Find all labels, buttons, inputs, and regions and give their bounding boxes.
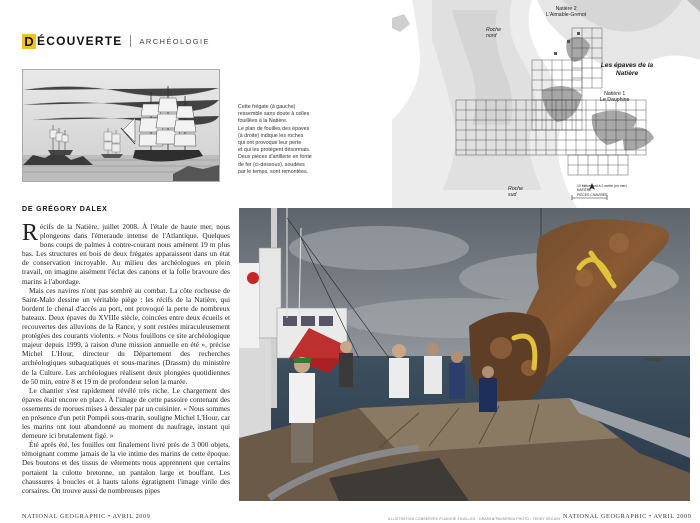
caption-line: ressemble sans doute à celles	[238, 111, 310, 118]
caption-line: fouillées à la Natière.	[238, 118, 288, 125]
section-title: ÉCOUVERTE	[37, 34, 123, 48]
rock-south-label: Roche sud	[508, 186, 523, 198]
caption-line: par le temps, sont remontées.	[238, 168, 309, 175]
wreck-1-label: Natière 1 Le Dauphine	[600, 91, 630, 103]
caption-line: qui ont provoqué leur perte	[238, 140, 302, 147]
caption-line: de fer (ci-dessous), soudées	[238, 161, 305, 168]
caption-line: Deux pièces d'artillerie en fonte	[238, 154, 312, 161]
section-subtitle: ARCHÉOLOGIE	[139, 36, 210, 46]
wreck-2-label: Natière 2 L'Aimable-Grenot	[546, 6, 587, 18]
caption-line: (à droite) indique les roches	[238, 132, 304, 139]
section-initial: D	[22, 34, 36, 49]
article-paragraph: Le chantier s'est rapidement révélé très riche. Le chargement des épaves était encore en place. À l'image de cette passoire contenant des ossements de morues mises à dessaler par un cuisinier. « Nous sommes en présence d'un petit Pompéi sous-marin, souligne Michel L'Hour, car les marins ont tout abandonné au moment du naufrage, instant qui demeure ici brutalement figé. »	[22, 385, 230, 441]
footer-right: NATIONAL GEOGRAPHIC • AVRIL 2009	[563, 513, 692, 520]
section-header	[22, 33, 210, 49]
article-paragraph: Mais ces navires n'ont pas sombré au combat. La côte rocheuse de Saint-Malo dessine un véritable piège : les récifs de la Natière, qui bordent le chenal d'accès au port, ont provoqué la perte de nombreux bateaux. Deux épaves du XVIIIe siècle, coincées entre deux écueils et recouvertes des alluvions de la Rance, y sont restées miraculeusement protégées des courants violents. « Nous fouillons ce site archéologique majeur depuis 1999, à raison d'une mission annuelle en été », précise Michel L'Hour, directeur du Département des recherches archéologiques subaquatiques et sous-marines (Drassm) du ministère de la Culture. Les archéologues réalisent deux plongées quotidiennes de 50 min, entre 8 et 19 m de profondeur selon la marée.	[22, 285, 230, 386]
article-paragraph: Récifs de la Natière, juillet 2008. À l'étale de haute mer, nous plongeons dans l'émeraude intense de l'Atlantique. Quelques bons coups de palmes à contre-courant nous amènent 19 m plus bas. Les structures en bois de deux frégates apparaissent dans un état de conservation incroyable. Au milieu des archéologues en plein travail, on imagine aisément l'éclat des canons et la folle bravoure des marins à l'abordage.	[22, 222, 230, 286]
footer-left: NATIONAL GEOGRAPHIC • AVRIL 2009	[22, 513, 151, 520]
caption-line: Cette frégate (à gauche)	[238, 104, 296, 110]
caption-line: Le plan de fouilles des épaves	[238, 125, 310, 132]
cannon-recovery-photo	[239, 208, 690, 501]
frigate-etching-illustration	[22, 69, 220, 182]
map-scale-legend: 10 Mètres ont à 2 mètre (en mer) NATIÈRE PIÈCES CHAVIRÉE	[577, 184, 627, 197]
photo-credit: ILLUSTRATION CONSERVÉE PLANCHE FOUILLES · DRASSM/PASSERINI PHOTO : TEDDY SEGUIN	[388, 517, 561, 521]
excavation-site-map	[392, 0, 700, 208]
article-byline: DE GRÉGORY DALEX	[22, 206, 108, 213]
article-body	[22, 222, 230, 504]
figure-caption	[238, 104, 350, 176]
article-paragraph: Été après été, les fouilles ont finalement livré près de 3 000 objets, témoignant comme jamais de la vie intime des marins de cette époque. Des boutons et des tissus de vêtements nous apprennent que certains portaient la culotte bretonne, un pantalon large et bouffant. Les chaussures à boucles et à hauts talons égratignent l'image virile des corsaires. On trouve aussi de nombreuses pipes	[22, 440, 230, 495]
caption-line: et qui les protègent désormais.	[238, 147, 311, 154]
section-divider	[130, 35, 131, 47]
map-title: Les épaves de la Natière	[600, 62, 654, 77]
rock-north-label: Roche nord	[486, 27, 501, 39]
drop-cap: R	[22, 222, 39, 246]
